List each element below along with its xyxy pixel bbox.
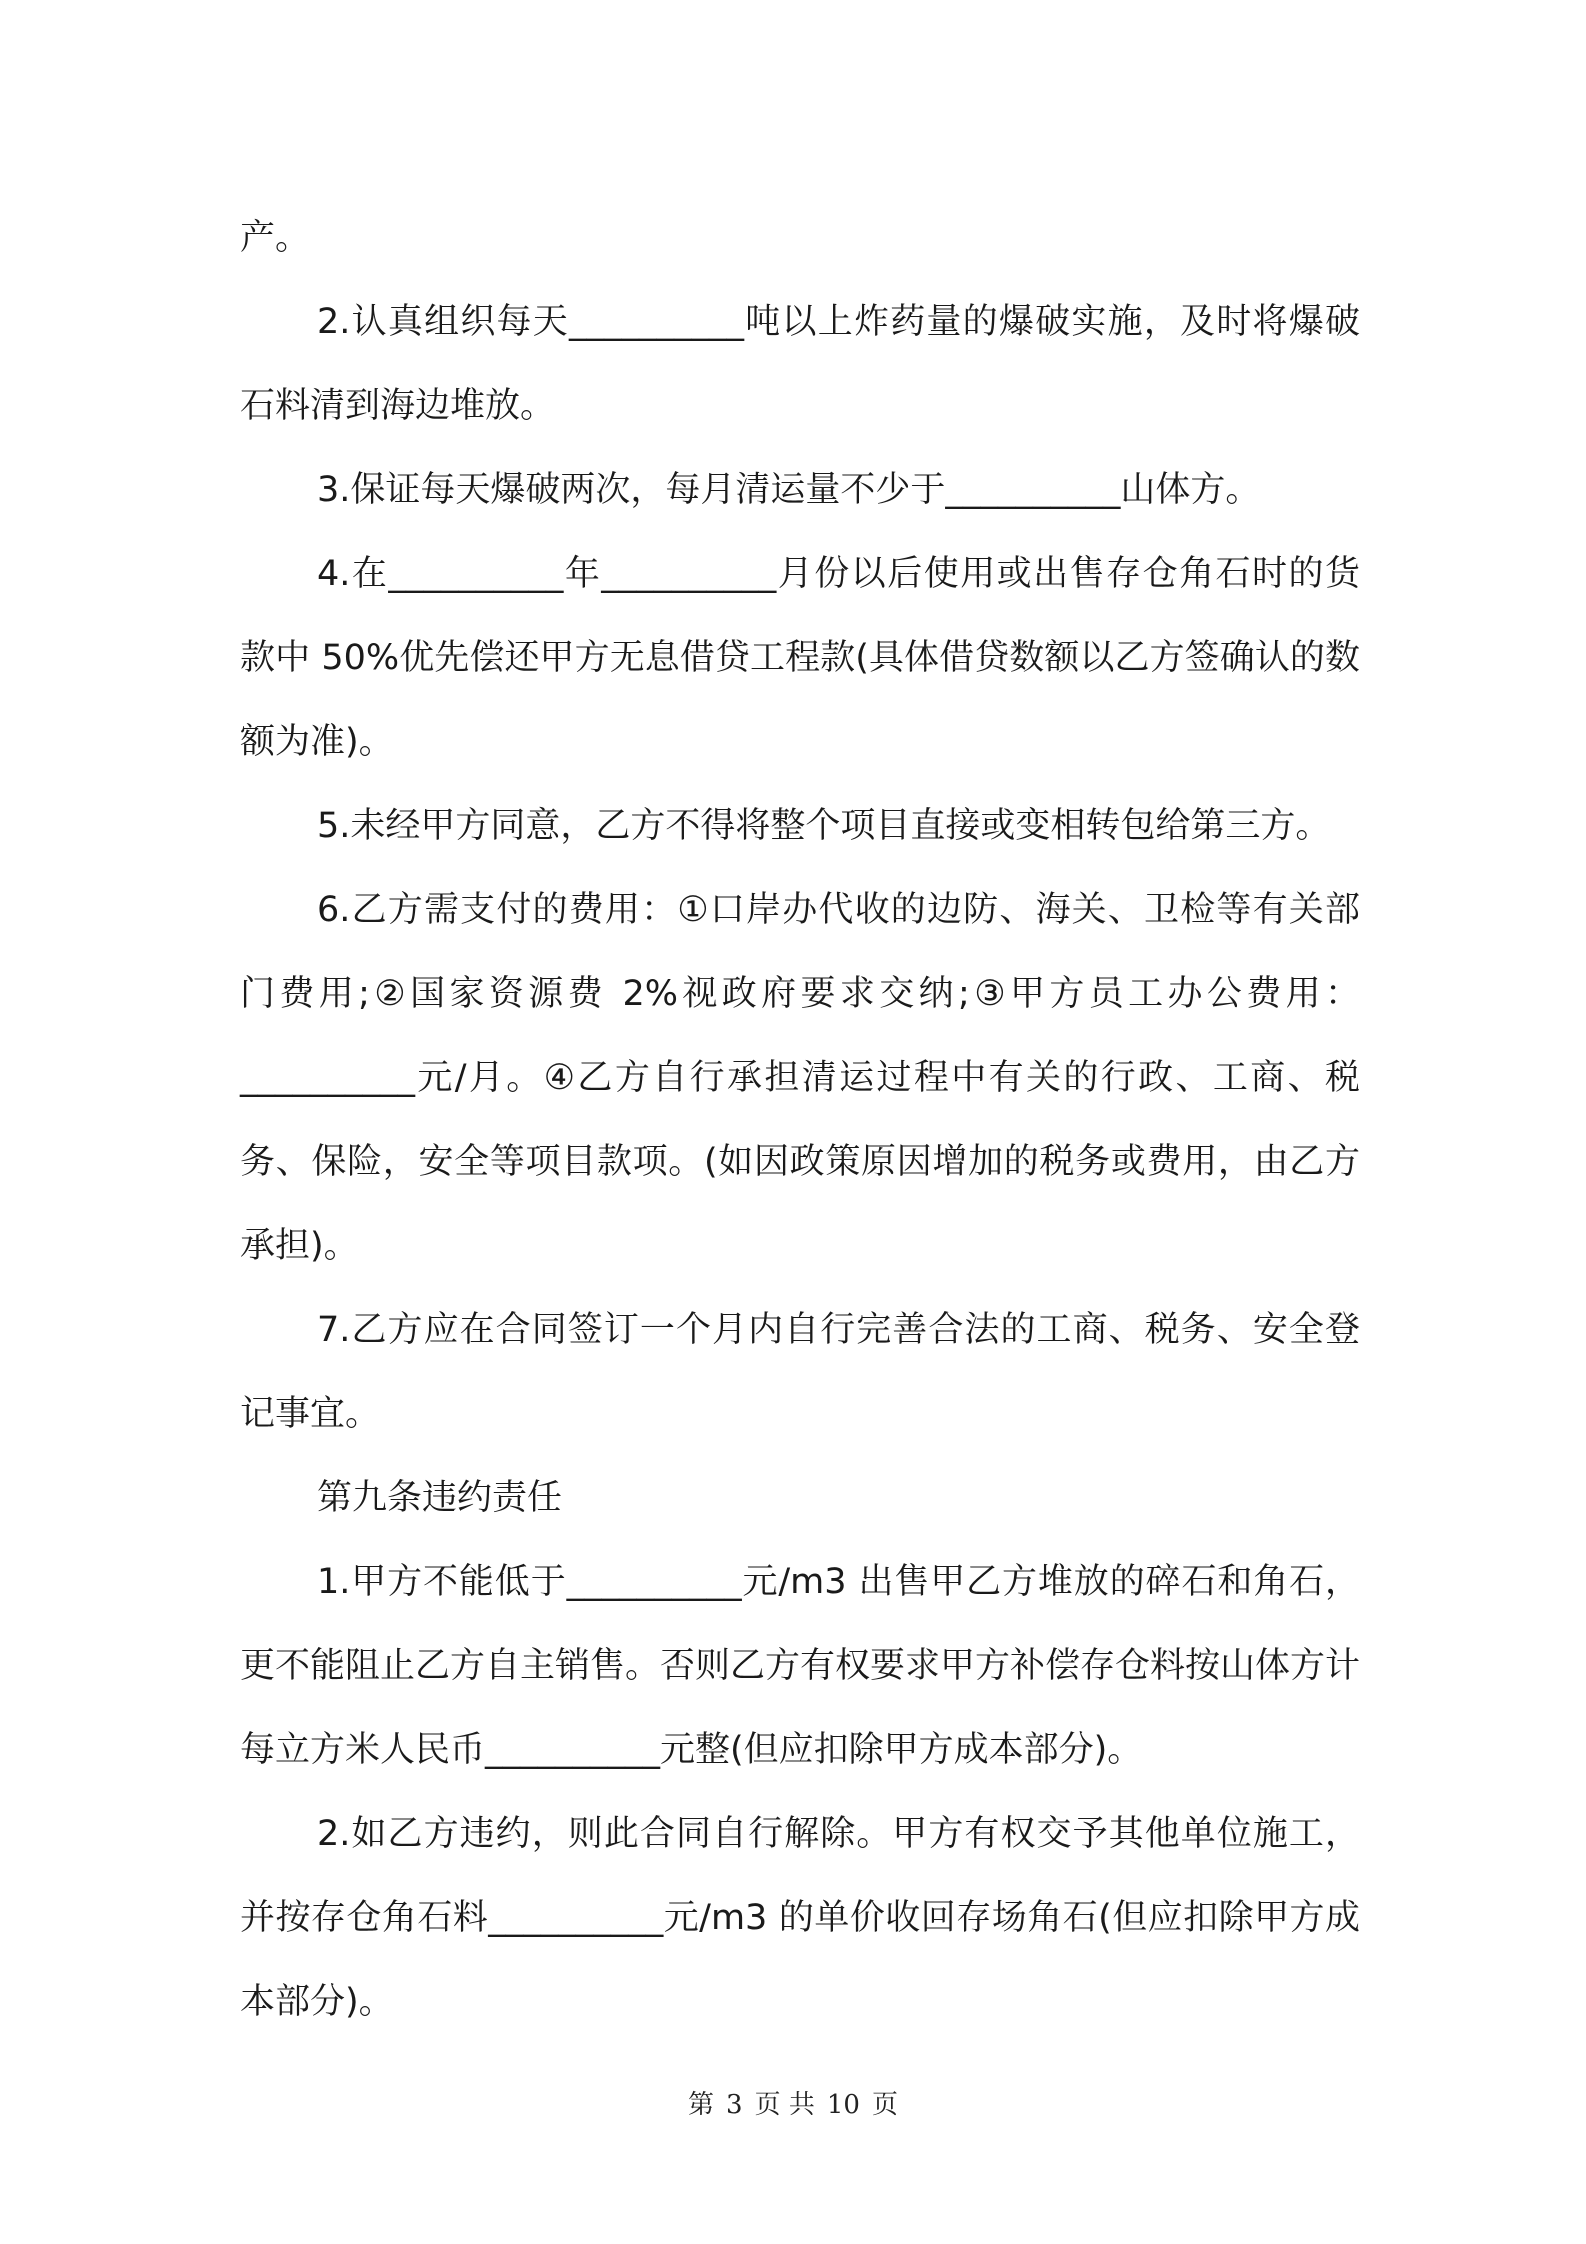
clause-6: 6.乙方需支付的费用：①口岸办代收的边防、海关、卫检等有关部门费用;②国家资源费 2%视政府要求交纳;③甲方员工办公费用：__________元/月。④乙方自行承担清运过程中有关的行政、工商、税务、保险，安全等项目款项。(如因政策原因增加的税务或费用，由乙方承担)。 — [240, 890, 1360, 1266]
footer-suffix: 页 — [871, 2090, 898, 2120]
footer-prefix: 第 — [688, 2090, 715, 2120]
clause-5: 5.未经甲方同意，乙方不得将整个项目直接或变相转包给第三方。 — [317, 806, 1331, 846]
clause-7: 7.乙方应在合同签订一个月内自行完善合法的工商、税务、安全登记事宜。 — [240, 1310, 1360, 1434]
paragraph-continuation: 产。 — [240, 218, 311, 258]
document-body — [240, 196, 1360, 2044]
clause-2: 2.认真组织每天__________吨以上炸药量的爆破实施，及时将爆破石料清到海边堆放。 — [240, 302, 1360, 426]
liability-clause-2: 2.如乙方违约，则此合同自行解除。甲方有权交予其他单位施工，并按存仓角石料__________元/m3 的单价收回存场角石(但应扣除甲方成本部分)。 — [240, 1814, 1360, 2022]
footer-mid: 页 共 — [754, 2090, 815, 2120]
section-heading: 第九条违约责任 — [317, 1478, 563, 1518]
clause-3: 3.保证每天爆破两次，每月清运量不少于__________山体方。 — [317, 470, 1261, 510]
clause-4: 4.在__________年__________月份以后使用或出售存仓角石时的货款中 50%优先偿还甲方无息借贷工程款(具体借贷数额以乙方签确认的数额为准)。 — [240, 554, 1360, 762]
page-footer — [0, 2084, 1586, 2121]
footer-total-pages: 10 — [826, 2090, 860, 2120]
footer-page-number: 3 — [726, 2090, 743, 2120]
liability-clause-1: 1.甲方不能低于__________元/m3 出售甲乙方堆放的碎石和角石，更不能阻止乙方自主销售。否则乙方有权要求甲方补偿存仓料按山体方计每立方米人民币__________元整(但应扣除甲方成本部分)。 — [240, 1562, 1361, 1770]
